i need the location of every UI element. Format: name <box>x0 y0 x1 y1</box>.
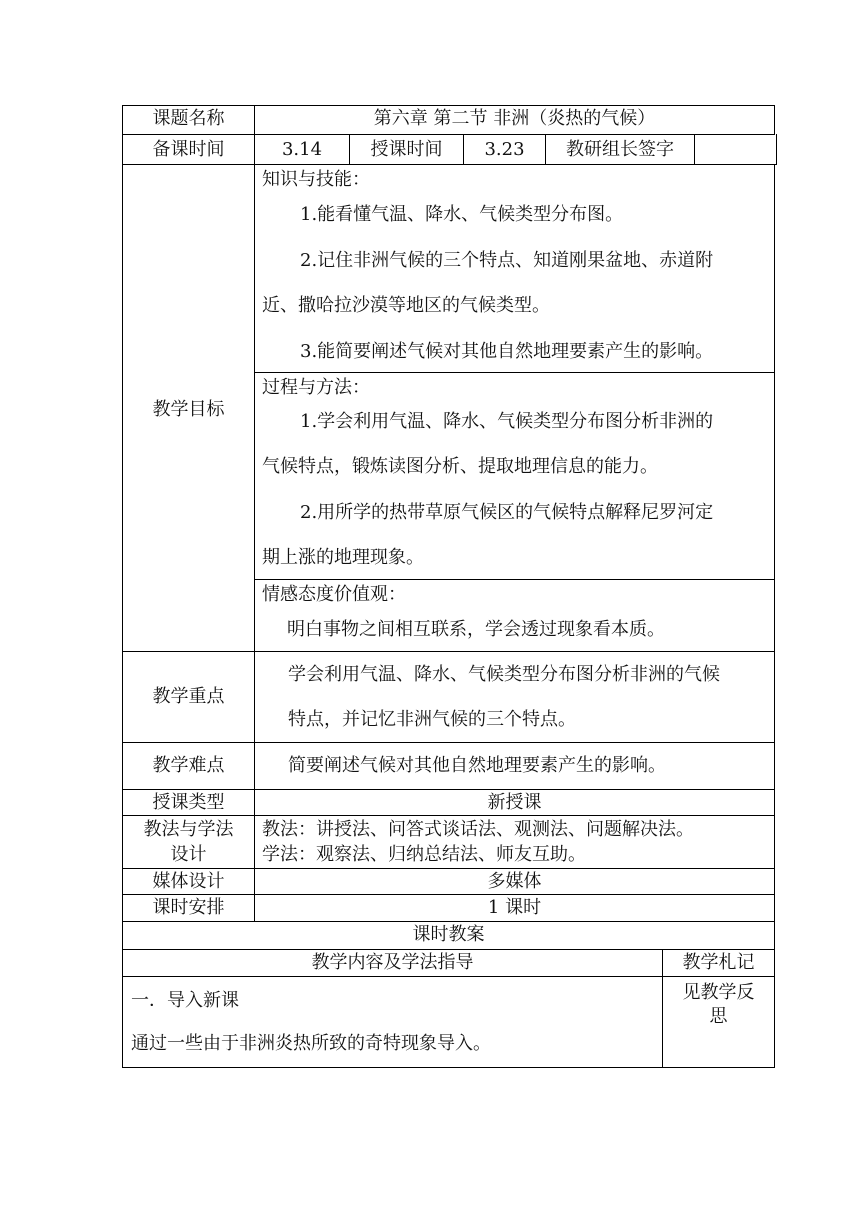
row-divider <box>122 894 775 895</box>
section-heading: 一．导入新课 <box>131 990 239 1011</box>
knowledge-item: 2.记住非洲气候的三个特点、知道刚果盆地、赤道附 <box>300 250 714 271</box>
key-points-line: 特点，并记忆非洲气候的三个特点。 <box>288 709 576 730</box>
row-divider <box>122 921 775 922</box>
table-border-right <box>774 105 775 134</box>
table-border-right <box>774 164 775 1068</box>
table-border-bottom <box>122 1067 775 1068</box>
row-divider <box>122 949 775 950</box>
row-divider <box>122 976 775 977</box>
prep-time-value: 3.14 <box>281 139 323 160</box>
difficulty-text: 简要阐述气候对其他自然地理要素产生的影响。 <box>288 755 666 776</box>
row-divider <box>122 789 775 790</box>
row-divider <box>122 134 775 135</box>
title-value: 第六章 第二节 非洲（炎热的气候） <box>373 108 656 129</box>
learning-method: 学法：观察法、归纳总结法、师友互助。 <box>262 844 586 865</box>
teach-time-value: 3.23 <box>484 139 525 160</box>
objectives-label: 教学目标 <box>152 399 225 420</box>
lesson-type-label: 授课类型 <box>152 792 225 813</box>
knowledge-item: 3.能简要阐述气候对其他自然地理要素产生的影响。 <box>300 341 714 362</box>
knowledge-heading: 知识与技能： <box>262 169 370 190</box>
table-border-right <box>776 134 777 165</box>
teaching-method: 教法：讲授法、问答式谈话法、观测法、问题解决法。 <box>262 819 694 840</box>
schedule-label: 课时安排 <box>152 897 225 918</box>
methods-label-line2: 设计 <box>170 844 207 865</box>
key-points-line: 学会利用气温、降水、气候类型分布图分析非洲的气候 <box>288 664 720 685</box>
knowledge-item: 1.能看懂气温、降水、气候类型分布图。 <box>300 204 624 225</box>
process-item: 2.用所学的热带草原气候区的气候特点解释尼罗河定 <box>300 502 714 523</box>
plan-title: 课时教案 <box>412 924 485 945</box>
emotion-heading: 情感态度价值观： <box>262 584 406 605</box>
media-label: 媒体设计 <box>152 871 225 892</box>
schedule-value: 1 课时 <box>487 897 542 918</box>
signature-label: 教研组长签字 <box>566 139 674 160</box>
row-divider <box>122 815 775 816</box>
row-divider <box>254 579 775 580</box>
section-text: 通过一些由于非洲炎热所致的奇特现象导入。 <box>131 1033 491 1054</box>
process-item: 1.学会利用气温、降水、气候类型分布图分析非洲的 <box>300 411 714 432</box>
process-heading: 过程与方法： <box>262 377 370 398</box>
media-value: 多媒体 <box>487 871 542 892</box>
notes-text-line2: 思 <box>709 1006 728 1027</box>
row-divider <box>122 742 775 743</box>
process-item: 期上涨的地理现象。 <box>262 547 424 568</box>
content-header: 教学内容及学法指导 <box>311 952 474 973</box>
emotion-item: 明白事物之间相互联系，学会透过现象看本质。 <box>287 619 665 640</box>
row-divider <box>122 164 777 165</box>
row-divider <box>254 372 775 373</box>
difficulty-label: 教学难点 <box>152 755 225 776</box>
row-divider <box>122 651 775 652</box>
teach-time-label: 授课时间 <box>370 139 443 160</box>
key-points-label: 教学重点 <box>152 686 225 707</box>
process-item: 气候特点，锻炼读图分析、提取地理信息的能力。 <box>262 456 658 477</box>
column-divider <box>694 134 695 165</box>
methods-label-line1: 教法与学法 <box>143 819 234 840</box>
title-label: 课题名称 <box>152 108 225 129</box>
notes-header: 教学札记 <box>682 952 755 973</box>
prep-time-label: 备课时间 <box>152 139 225 160</box>
knowledge-item: 近、撒哈拉沙漠等地区的气候类型。 <box>262 295 550 316</box>
table-border-top <box>122 105 775 106</box>
notes-text-line1: 见教学反 <box>682 982 755 1003</box>
lesson-type-value: 新授课 <box>487 792 542 813</box>
row-divider <box>122 868 775 869</box>
